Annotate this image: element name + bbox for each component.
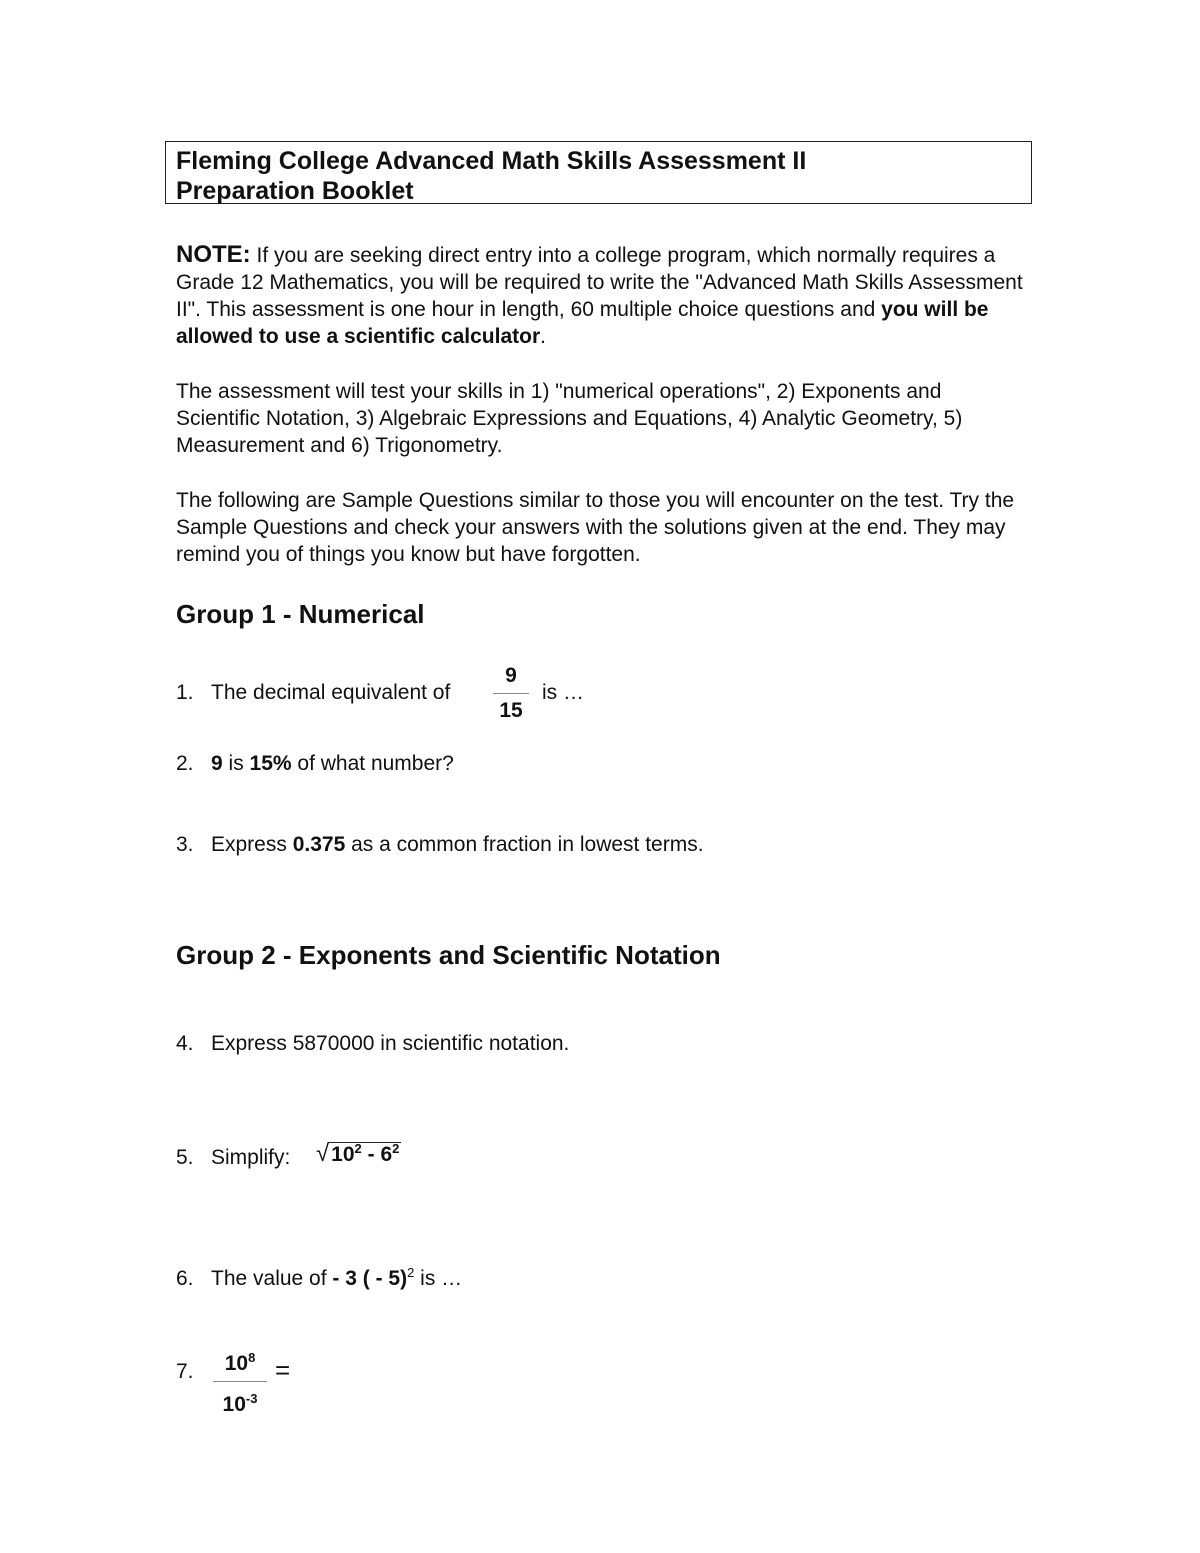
title-line-1: Fleming College Advanced Math Skills Assessment II	[176, 147, 807, 175]
question-text-end: as a common fraction in lowest terms.	[345, 833, 704, 856]
skills-paragraph: The assessment will test your skills in 1) "numerical operations", 2) Exponents and Scientific Notation, 3) Algebraic Expressions and Equations, 4) Analytic Geometry, 5) Measurement and 6) Trigonometry.	[176, 380, 963, 457]
exponent: 2	[407, 1265, 415, 1280]
question-6	[176, 1260, 462, 1292]
question-text: Express	[211, 833, 293, 856]
title-line-2: Preparation Booklet	[176, 177, 414, 205]
note-text: If you are seeking direct entry into a college program, which normally requires a Grade 12 Mathematics, you will be required to write the "Advanced Math Skills Assessment II". This assessment is one hour in length, 60 multiple choice questions and	[176, 244, 1023, 321]
question-text: Simplify:	[211, 1146, 291, 1169]
question-text: The decimal equivalent of	[211, 681, 451, 704]
question-number: 1.	[176, 681, 194, 704]
question-3	[176, 832, 704, 858]
question-number: 4.	[176, 1032, 194, 1055]
radical-sign: √	[316, 1140, 330, 1167]
sample-paragraph: The following are Sample Questions similar to those you will encounter on the test. Try the Sample Questions and check your answers with the solutions given at the end. They may remind you of things you know but have forgotten.	[176, 489, 1015, 566]
question-text-end: of what number?	[291, 752, 454, 775]
question-2	[176, 751, 454, 777]
question-text: Express 5870000 in scientific notation.	[211, 1032, 570, 1055]
note-label: NOTE:	[176, 241, 251, 268]
note-text-end: .	[540, 325, 546, 348]
value-0-375: 0.375	[292, 833, 346, 856]
question-number: 2.	[176, 752, 194, 775]
question-text: is	[222, 752, 250, 775]
question-1-suffix: is …	[542, 681, 584, 704]
fraction-denominator: 15	[499, 699, 523, 722]
question-4	[176, 1031, 569, 1057]
question-7	[176, 1359, 211, 1385]
equals-sign: =	[275, 1355, 291, 1385]
question-1	[176, 680, 450, 706]
title-box	[165, 141, 1032, 204]
radicand: $10^2 - 6^2$	[331, 1141, 400, 1166]
fraction-powers-of-ten	[213, 1345, 267, 1418]
fraction-numerator: 9	[505, 664, 517, 687]
fraction-9-15	[493, 663, 529, 724]
fraction-bar	[213, 1381, 267, 1382]
fraction-numerator: $10^8$	[224, 1350, 256, 1375]
expression: - 3 ( - 5)	[332, 1267, 408, 1290]
value-15-percent: 15%	[249, 752, 292, 775]
question-text: The value of	[211, 1267, 333, 1290]
square-root-expression	[316, 1140, 401, 1168]
question-number: 7.	[176, 1360, 194, 1383]
fraction-denominator: $10^{-3}$	[222, 1391, 258, 1416]
question-number: 6.	[176, 1267, 194, 1290]
question-number: 5.	[176, 1146, 194, 1169]
group1-heading: Group 1 - Numerical	[176, 599, 425, 629]
question-text-end: is …	[414, 1267, 463, 1290]
note-paragraph	[176, 241, 1026, 350]
fraction-bar	[493, 693, 529, 694]
group2-heading: Group 2 - Exponents and Scientific Notation	[176, 940, 721, 970]
question-5	[176, 1145, 290, 1171]
note-bold-text: you will be allowed to use a scientific calculator	[176, 298, 989, 348]
value-9: 9	[211, 752, 223, 775]
question-number: 3.	[176, 833, 194, 856]
